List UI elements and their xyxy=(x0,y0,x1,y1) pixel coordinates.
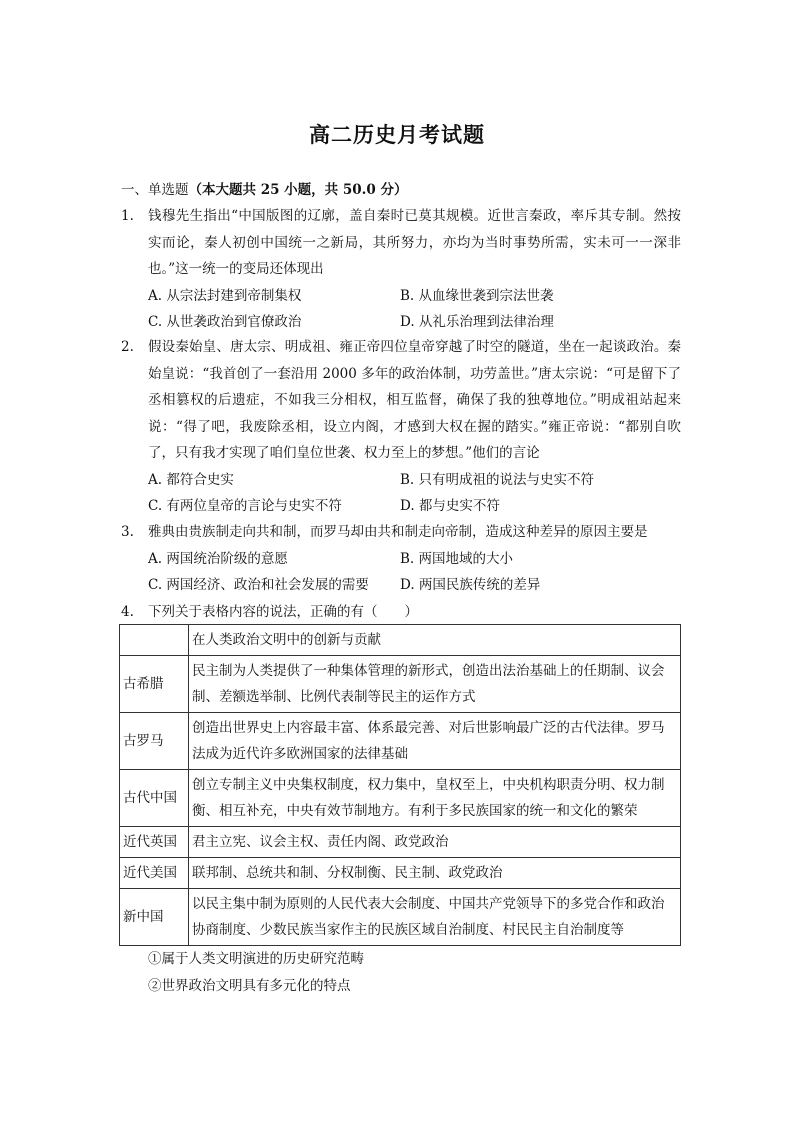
option-c[interactable]: C. 两国经济、政治和社会发展的需要 xyxy=(148,577,369,593)
table-row xyxy=(120,827,681,858)
options xyxy=(148,546,681,599)
question-number: 2. xyxy=(121,339,134,355)
table-row xyxy=(120,770,681,827)
option-a[interactable]: A. 从宗法封建到帝制集权 xyxy=(148,287,302,304)
question-2 xyxy=(121,334,681,520)
option-b[interactable]: B. 两国地域的大小 xyxy=(400,550,514,567)
options xyxy=(148,283,681,336)
region-cell: 新中国 xyxy=(120,889,189,946)
table-row xyxy=(120,858,681,889)
option-c[interactable]: C. 有两位皇帝的言论与史实不符 xyxy=(148,498,342,514)
section-heading xyxy=(121,178,407,198)
question-4 xyxy=(121,599,681,626)
table-row xyxy=(120,889,681,946)
question-number: 3. xyxy=(121,524,134,540)
options xyxy=(148,467,681,520)
question-stem: 钱穆先生指出“中国版图的辽廓，盖自秦时已莫其规模。近世言秦政，率斥其专制。然按实而论，秦人初创中国统一之新局，其所努力，亦均为当时事势所需，实未可一一深非也。”这一统一的变局还体现出 xyxy=(148,208,681,277)
page-title: 高二历史月考试题 xyxy=(309,122,485,147)
region-cell: 近代美国 xyxy=(120,858,189,889)
content-cell: 创立专制主义中央集权制度，权力集中，皇权至上，中央机构职责分明、权力制衡、相互补充，中央有效节制地方。有利于多民族国家的统一和文化的繁荣 xyxy=(189,770,681,827)
option-a[interactable]: A. 两国统治阶级的意愿 xyxy=(148,550,288,567)
statement-list xyxy=(148,946,364,1000)
question-3 xyxy=(121,519,681,599)
region-cell: 近代英国 xyxy=(120,827,189,858)
table-header-cell: 在人类政治文明中的创新与贡献 xyxy=(189,625,681,656)
question-number: 1. xyxy=(121,208,134,224)
table-header-row xyxy=(120,625,681,656)
option-b[interactable]: B. 从血缘世袭到宗法世袭 xyxy=(400,287,554,304)
table-corner-cell xyxy=(120,625,189,656)
option-a[interactable]: A. 都符合史实 xyxy=(148,471,234,488)
content-cell: 创造出世界史上内容最丰富、体系最完善、对后世影响最广泛的古代法律。罗马法成为近代许多欧洲国家的法律基础 xyxy=(189,713,681,770)
table-row xyxy=(120,713,681,770)
option-b[interactable]: B. 只有明成祖的说法与史实不符 xyxy=(400,471,595,488)
table-row xyxy=(120,656,681,713)
option-d[interactable]: D. 两国民族传统的差异 xyxy=(400,577,541,593)
question-stem: 雅典由贵族制走向共和制，而罗马却由共和制走向帝制，造成这种差异的原因主要是 xyxy=(148,524,648,540)
option-c[interactable]: C. 从世袭政治到官僚政治 xyxy=(148,314,302,330)
question-stem: 假设秦始皇、唐太宗、明成祖、雍正帝四位皇帝穿越了时空的隧道，坐在一起谈政治。秦始皇说：“我首创了一套沿用 2000 多年的政治体制，功劳盖世。”唐太宗说：“可是留下了丞相篡权的后遗症，不如我三分相权，相互监督，确保了我的独尊地位。”明成祖站起来说：“得了吧，我废除丞相，设立内阁，才感到大权在握的踏实。”雍正帝说：“都别自吹了，只有我才实现了咱们皇位世袭、权力至上的梦想。”他们的言论 xyxy=(148,339,681,461)
section-detail: （本大题共 25 小题，共 50.0 分） xyxy=(188,182,408,198)
content-cell: 君主立宪、议会主权、责任内阁、政党政治 xyxy=(189,827,681,858)
civilization-table xyxy=(119,624,681,946)
region-cell: 古罗马 xyxy=(120,713,189,770)
region-cell: 古代中国 xyxy=(120,770,189,827)
option-d[interactable]: D. 从礼乐治理到法律治理 xyxy=(400,314,554,330)
statement-1: ①属于人类文明演进的历史研究范畴 xyxy=(148,951,364,967)
question-1 xyxy=(121,203,681,336)
question-number: 4. xyxy=(121,604,134,620)
statement-2: ②世界政治文明具有多元化的特点 xyxy=(148,978,351,994)
content-cell: 联邦制、总统共和制、分权制衡、民主制、政党政治 xyxy=(189,858,681,889)
section-prefix: 一、单选题 xyxy=(121,182,189,198)
content-cell: 民主制为人类提供了一种集体管理的新形式，创造出法治基础上的任期制、议会制、差额选举制、比例代表制等民主的运作方式 xyxy=(189,656,681,713)
region-cell: 古希腊 xyxy=(120,656,189,713)
content-cell: 以民主集中制为原则的人民代表大会制度、中国共产党领导下的多党合作和政治协商制度、少数民族当家作主的民族区域自治制度、村民民主自治制度等 xyxy=(189,889,681,946)
option-d[interactable]: D. 都与史实不符 xyxy=(400,498,500,514)
question-stem: 下列关于表格内容的说法，正确的有（ ） xyxy=(148,604,418,620)
